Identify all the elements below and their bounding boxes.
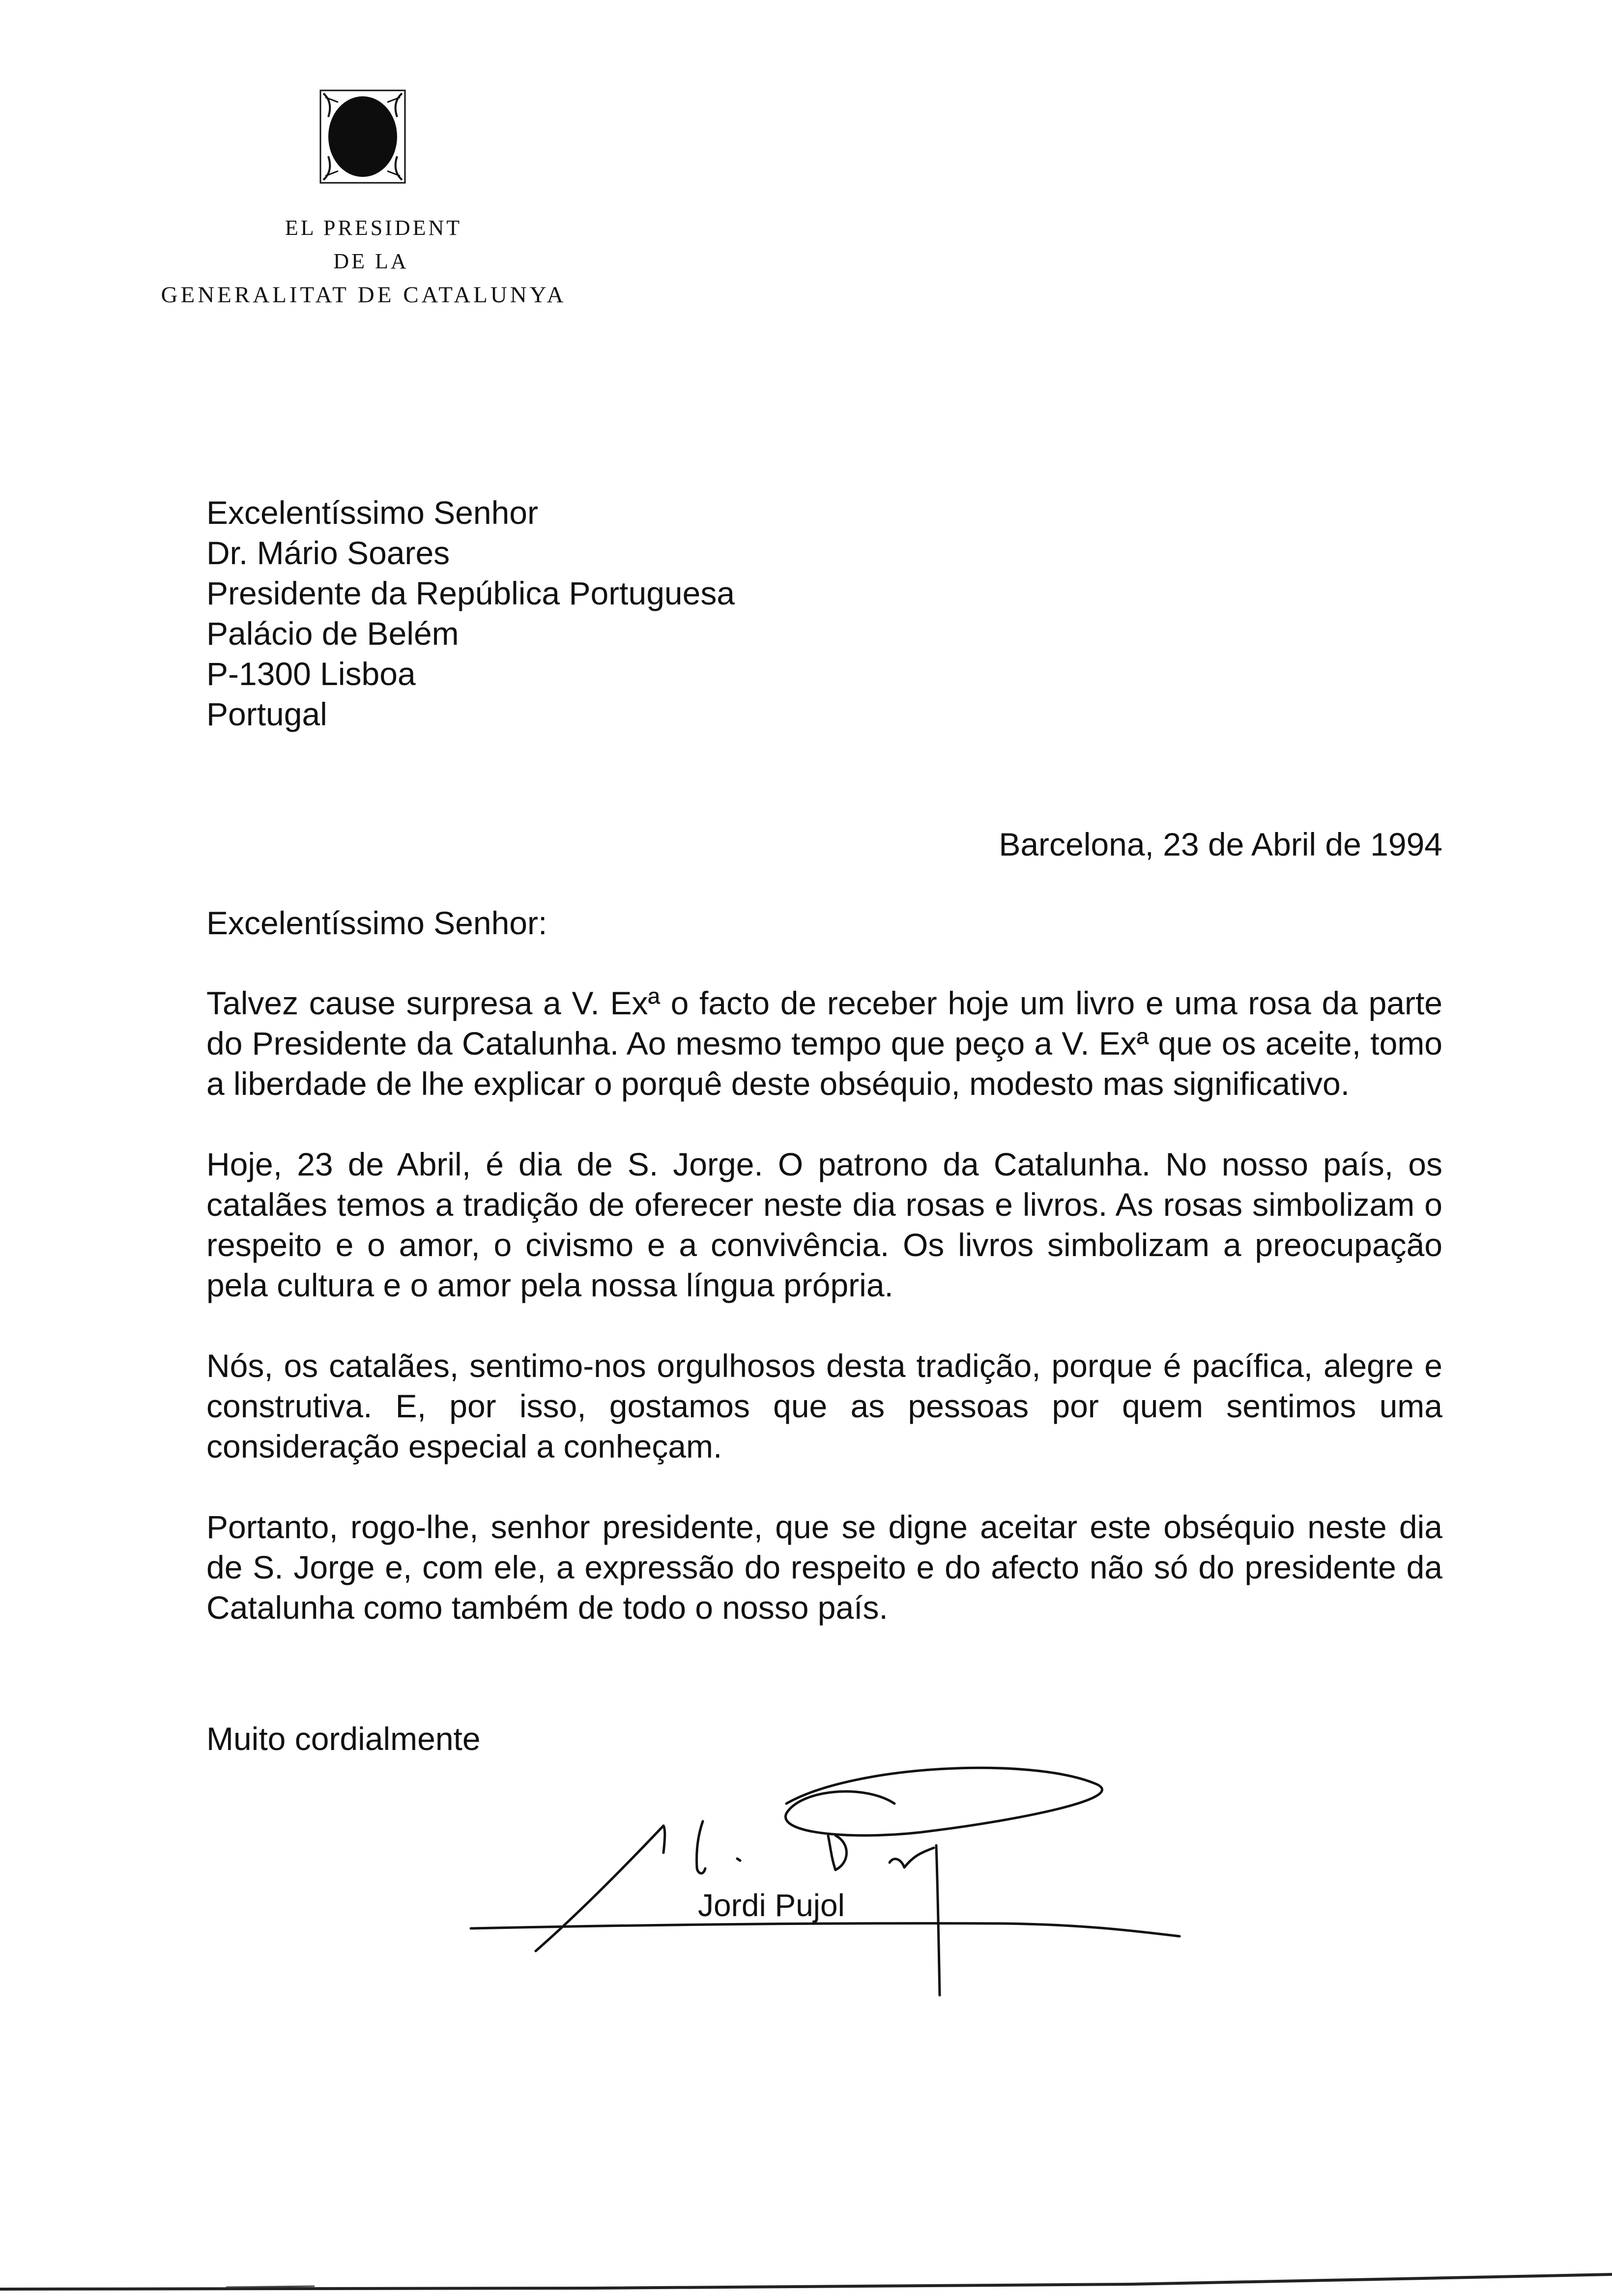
address-line-4: Palácio de Belém (206, 615, 459, 652)
letterhead-line-2: DE LA (333, 249, 409, 273)
signer-name: Jordi Pujol (698, 1888, 845, 1923)
salutation: Excelentíssimo Senhor: (206, 905, 547, 941)
recipient-address (206, 492, 735, 734)
body-paragraph-1: Talvez cause surpresa a V. Exª o facto de receber hoje um livro e uma rosa da parte do Presidente da Catalunha. Ao mesmo tempo que peço a V. Exª que os aceite, tomo a liberdade de lhe explicar o porquê deste obséquio, modesto mas significativo. (206, 985, 1442, 1102)
address-line-5: P-1300 Lisboa (206, 656, 416, 692)
address-line-3: Presidente da República Portuguesa (206, 575, 735, 611)
letterhead-line-1: EL PRESIDENT (285, 216, 462, 240)
body-paragraph-2: Hoje, 23 de Abril, é dia de S. Jorge. O patrono da Catalunha. No nosso país, os catalães temos a tradição de oferecer neste dia rosas e livros. As rosas simbolizam o respeito e o amor, o civismo e a convivência. Os livros simbolizam a preocupação pela cultura e o amor pela nossa língua própria. (206, 1146, 1442, 1303)
letterhead-line-3: GENERALITAT DE CATALUNYA (161, 282, 567, 308)
body-paragraph-4: Portanto, rogo-lhe, senhor presidente, que se digne aceitar este obséquio neste dia de S. Jorge e, com ele, a expressão do respeito e do afecto não só do presidente da Catalunha como também de todo o nosso país. (206, 1509, 1442, 1626)
handwritten-signature-icon (462, 1730, 1189, 2005)
letterhead (118, 211, 609, 312)
address-line-2: Dr. Mário Soares (206, 535, 450, 571)
body-paragraph-3: Nós, os catalães, sentimo-nos orgulhosos desta tradição, porque é pacífica, alegre e construtiva. E, por isso, gostamos que as pessoas por quem sentimos uma consideração especial a conheçam. (206, 1348, 1442, 1464)
letter-date: Barcelona, 23 de Abril de 1994 (999, 826, 1442, 862)
address-line-6: Portugal (206, 696, 327, 732)
letter-body (206, 983, 1442, 1668)
scan-edge-line (0, 2231, 1612, 2296)
address-line-1: Excelentíssimo Senhor (206, 494, 538, 531)
closing: Muito cordialmente (206, 1721, 481, 1757)
generalitat-emblem-icon (318, 87, 407, 186)
